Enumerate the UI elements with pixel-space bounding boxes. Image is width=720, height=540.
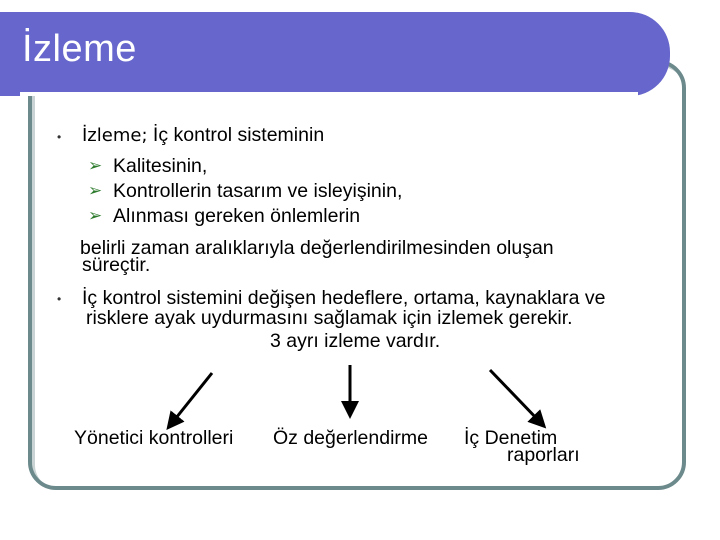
bullet-2-line-1: İç kontrol sistemini değişen hedeflere, ortama, kaynaklara ve	[82, 287, 606, 309]
bullet-1-lead: İzleme;	[82, 125, 148, 146]
arrow-bullet-icon: ➢	[88, 206, 103, 225]
monitoring-type-3-line-2: raporları	[507, 444, 580, 466]
title-underline	[20, 92, 638, 96]
monitoring-type-1: Yönetici kontrolleri	[74, 427, 234, 449]
bullet-2-line-2: risklere ayak uydurmasını sağlamak için izlemek gerekir.	[86, 307, 573, 329]
subitem-2: Kontrollerin tasarım ve isleyişinin,	[113, 180, 403, 202]
subitem-1: Kalitesinin,	[113, 155, 208, 177]
bullet-marker-2: •	[57, 292, 62, 306]
bullet-1-continuation-2: süreçtir.	[82, 254, 151, 276]
monitoring-type-3-line-1: İç Denetim	[464, 427, 558, 449]
bullet-1-rest: İç kontrol sisteminin	[147, 124, 325, 146]
arrow-bullet-icon: ➢	[88, 181, 103, 200]
bullet-marker-1: •	[57, 130, 62, 144]
monitoring-type-2: Öz değerlendirme	[273, 427, 428, 449]
bullet-1-heading	[82, 124, 324, 147]
bullet-1-continuation-1: belirli zaman aralıklarıyla değerlendirilmesinden oluşan	[80, 237, 554, 259]
center-text: 3 ayrı izleme vardır.	[270, 330, 441, 352]
arrow-bullet-icon: ➢	[88, 156, 103, 175]
subitem-3: Alınması gereken önlemlerin	[113, 205, 361, 227]
slide-title: İzleme	[22, 28, 137, 70]
